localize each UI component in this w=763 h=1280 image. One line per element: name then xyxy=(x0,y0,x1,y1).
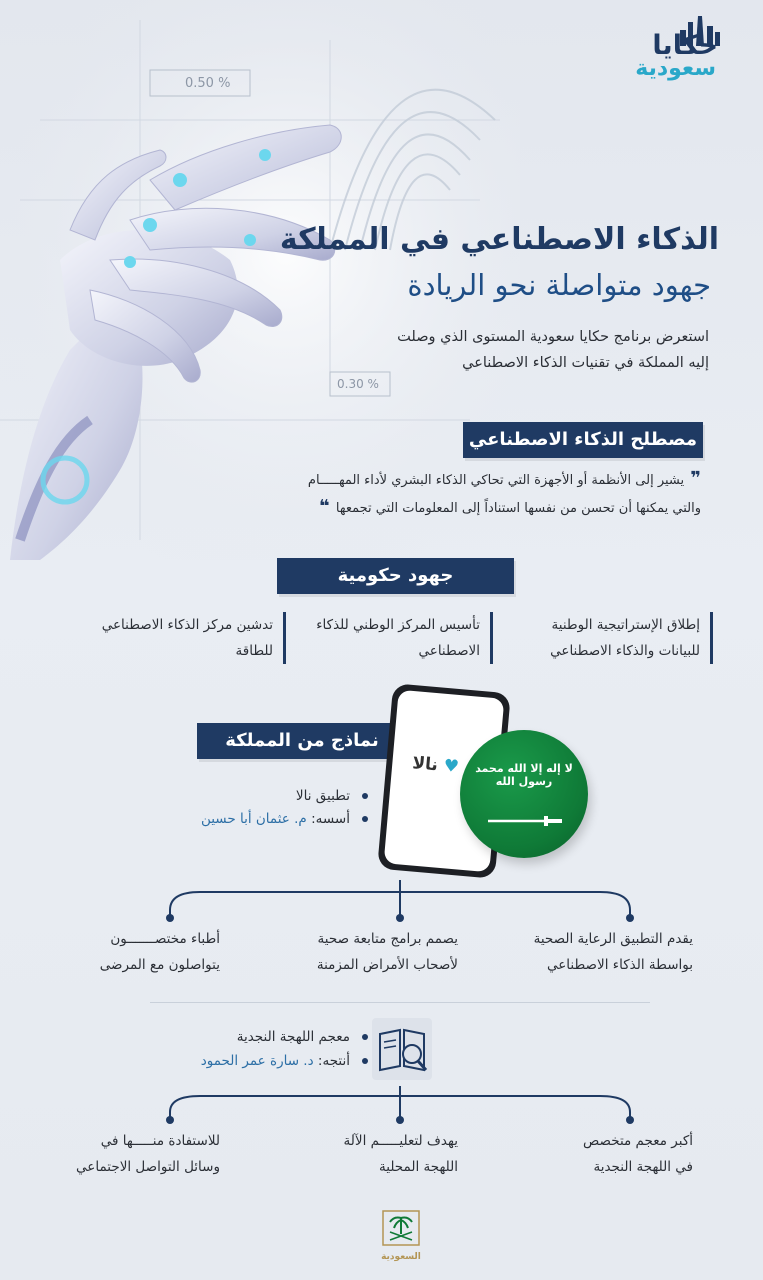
term-heading: مصطلح الذكاء الاصطناعي xyxy=(463,422,703,458)
saudi-flag-icon: لا إله إلا الله محمد رسول الله xyxy=(460,730,588,858)
saudi-footer-logo xyxy=(380,1208,422,1260)
app2-feature-2: يهدف لتعليـــــم الآلة اللهجة المحلية xyxy=(343,1133,458,1175)
app2-name-row xyxy=(108,1024,368,1050)
app1-feature-3: أطباء مختصـــــــون يتواصلون مع المرضى xyxy=(99,931,220,973)
bullet-icon xyxy=(362,1034,368,1040)
app2-feature-1: أكبر معجم متخصص في اللهجة النجدية xyxy=(583,1133,693,1175)
app1-founder-name: م. عثمان أبا حسين xyxy=(200,811,307,827)
intro-line2: إليه المملكة في تقنيات الذكاء الاصطناعي xyxy=(462,355,709,371)
intro-line1: استعرض برنامج حكايا سعودية المستوى الذي وصلت xyxy=(397,329,709,345)
bullet-icon xyxy=(362,816,368,822)
features-tree-2-connector xyxy=(150,1086,650,1126)
nala-heart-icon: ♥ xyxy=(442,755,460,778)
footer-brand: السعودية xyxy=(381,1252,421,1262)
quote-open-icon: ❞ xyxy=(684,468,701,489)
app2-producer-label: أنتجه: xyxy=(317,1053,350,1069)
government-heading: جهود حكومية xyxy=(277,558,514,594)
app2-producer-name: د. سارة عمر الحمود xyxy=(200,1053,314,1069)
app2-feature-3: للاستفادة منـــــها في وسائل التواصل الاجتماعي xyxy=(76,1133,220,1175)
dictionary-icon xyxy=(372,1018,432,1080)
app2-producer-row xyxy=(108,1048,368,1074)
nala-app-logo: ♥ نالا xyxy=(411,753,460,778)
section-divider xyxy=(150,1002,650,1003)
features-tree-1-connector xyxy=(150,880,650,924)
intro-text xyxy=(289,324,709,376)
gov-item-energy-center: تدشين مركز الذكاء الاصطناعي للطاقة xyxy=(83,612,286,664)
app1-founder-row xyxy=(108,806,368,832)
app1-name: تطبيق نالا xyxy=(295,788,350,804)
app1-founder-label: أسسه: xyxy=(311,811,350,827)
gov-item-national-center: تأسيس المركز الوطني للذكاء الاصطناعي xyxy=(290,612,493,664)
app2-name: معجم اللهجة النجدية xyxy=(236,1029,350,1045)
term-line2: والتي يمكنها أن تحسن من نفسها استناداً إلى المعلومات التي تجمعها xyxy=(335,501,701,516)
bullet-icon xyxy=(362,1058,368,1064)
quote-close-icon: ❝ xyxy=(319,496,336,517)
logo-line1: حكايا xyxy=(652,30,718,61)
app1-feature-1: يقدم التطبيق الرعاية الصحية بواسطة الذكاء الاصطناعي xyxy=(533,931,693,973)
main-title: الذكاء الاصطناعي في المملكة xyxy=(279,222,719,257)
gov-item-strategy: إطلاق الإستراتيجية الوطنية للبيانات والذكاء الاصطناعي xyxy=(510,612,713,664)
hud-readout-2: 0.30 % xyxy=(337,377,379,391)
models-heading: نماذج من المملكة xyxy=(197,723,407,759)
hakaya-saudia-logo xyxy=(612,16,722,86)
palm-swords-icon xyxy=(380,1208,422,1248)
main-subtitle: جهود متواصلة نحو الريادة xyxy=(407,268,711,302)
app1-feature-2: يصمم برامج متابعة صحية لأصحاب الأمراض المزمنة xyxy=(316,931,458,973)
sword-icon xyxy=(484,814,564,828)
term-line1: يشير إلى الأنظمة أو الأجهزة التي تحاكي الذكاء البشري لأداء المهـــــام xyxy=(307,473,685,488)
bullet-icon xyxy=(362,793,368,799)
logo-line2: سعودية xyxy=(635,56,716,81)
hud-readout-1: 0.50 % xyxy=(185,76,231,91)
term-definition xyxy=(241,466,701,522)
